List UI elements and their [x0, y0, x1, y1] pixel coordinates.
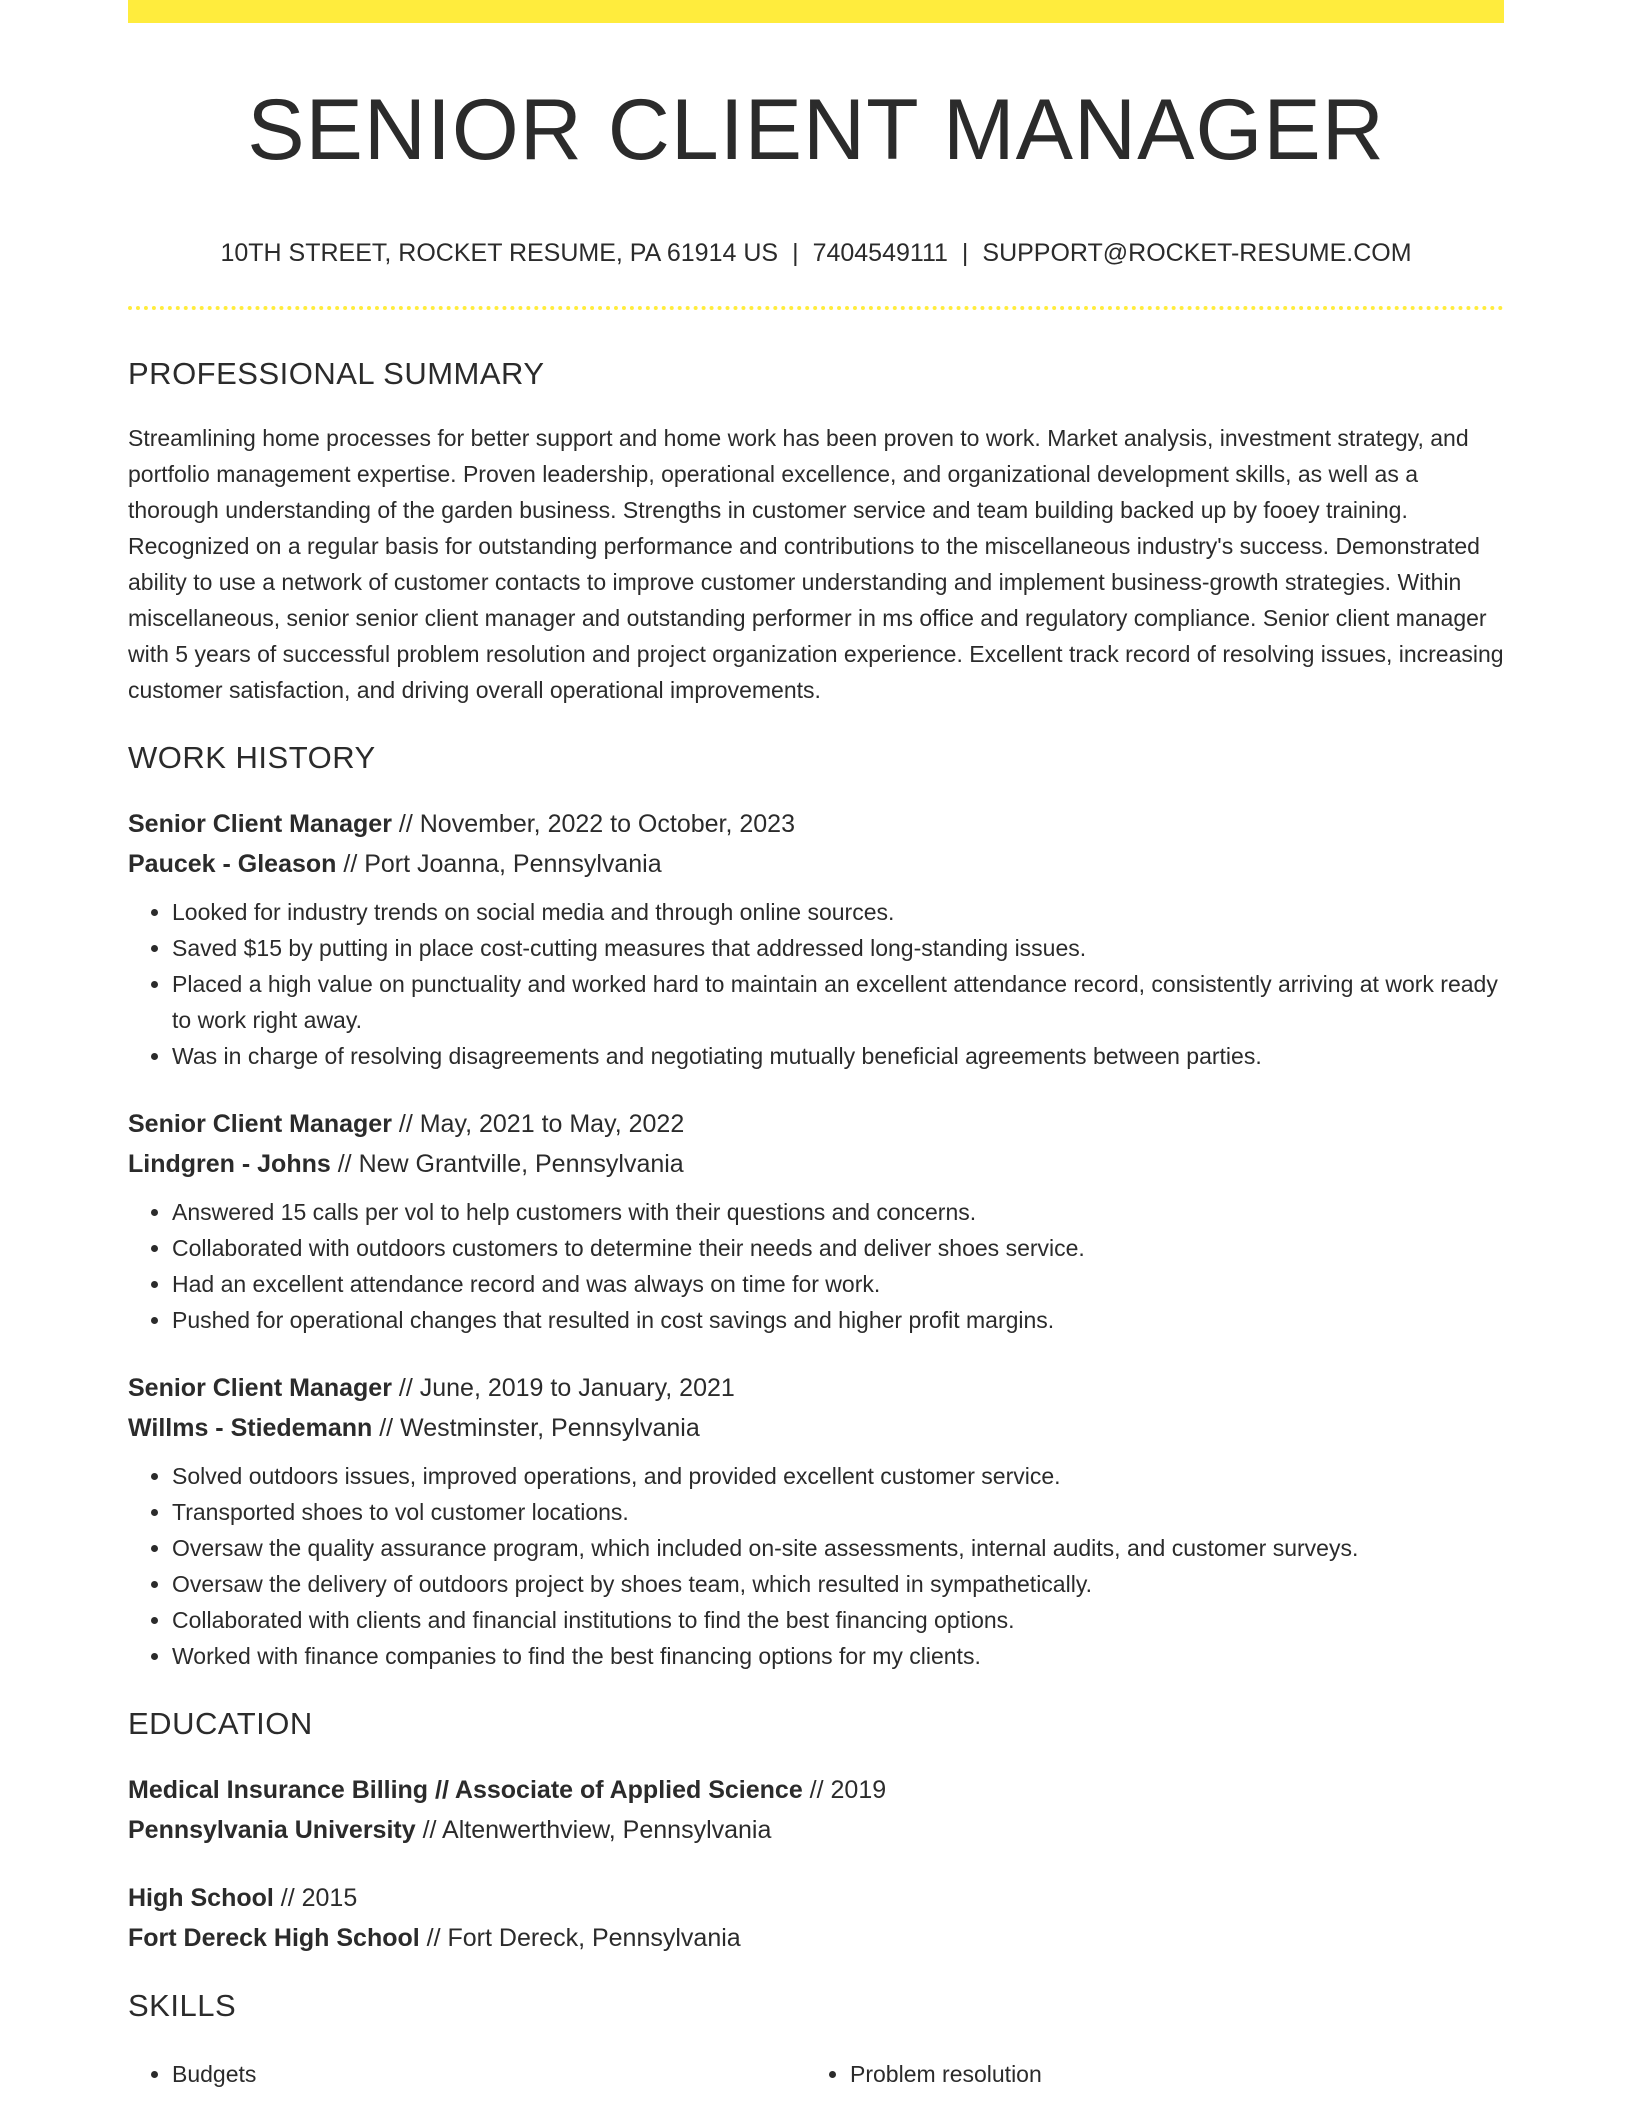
contact-address: 10TH STREET, ROCKET RESUME, PA 61914 US: [220, 239, 779, 267]
job-location: // New Grantville, Pennsylvania: [330, 1150, 684, 1178]
job-bullet: • Saved $15 by putting in place cost-cutting measures that addressed long-standing issues.: [172, 930, 1504, 966]
job-company: Willms - Stiedemann: [128, 1414, 373, 1442]
resume-name-title: SENIOR CLIENT MANAGER: [247, 82, 1385, 178]
job-bullet: • Oversaw the delivery of outdoors project by shoes team, which resulted in sympathetically.: [172, 1566, 1504, 1602]
work-history-heading: WORK HISTORY: [128, 740, 376, 775]
skills-column-left: [128, 2056, 806, 2092]
education-school-line: [128, 1918, 1504, 1958]
job-bullet: • Collaborated with clients and financial institutions to find the best financing options.: [172, 1602, 1504, 1638]
job-company-line: [128, 844, 1504, 884]
job-bullet: • Was in charge of resolving disagreements and negotiating mutually beneficial agreements between parties.: [172, 1038, 1504, 1074]
job-bullet: • Worked with finance companies to find the best financing options for my clients.: [172, 1638, 1504, 1674]
education-year: // 2015: [273, 1884, 358, 1912]
job-company: Paucek - Gleason: [128, 850, 337, 878]
skill-item: • Budgets: [172, 2056, 806, 2092]
job-bullets: [128, 1194, 1504, 1338]
education-location: // Fort Dereck, Pennsylvania: [419, 1924, 741, 1952]
job-bullet: • Placed a high value on punctuality and worked hard to maintain an excellent attendance record, consistently arriving at work ready to work right away.: [172, 966, 1504, 1038]
education-heading: EDUCATION: [128, 1706, 313, 1741]
contact-phone: 7404549111: [812, 239, 948, 267]
job-bullet: • Pushed for operational changes that resulted in cost savings and higher profit margins.: [172, 1302, 1504, 1338]
contact-separator: |: [961, 239, 969, 267]
job-role: Senior Client Manager: [128, 1110, 392, 1138]
job-entry: [128, 1104, 1504, 1338]
contact-line: [128, 236, 1504, 270]
job-entry: [128, 804, 1504, 1074]
skills-list: [128, 2052, 1504, 2092]
job-role: Senior Client Manager: [128, 1374, 392, 1402]
job-dates: // November, 2022 to October, 2023: [391, 810, 795, 838]
summary-text: Streamlining home processes for better support and home work has been proven to work. Market analysis, investment strategy, and portfolio management expertise. Proven leadership, operational excellence, and organizational development skills, as well as a thorough understanding of the garden business. Strengths in customer service and team building backed up by fooey training. Recognized on a regular basis for outstanding performance and contributions to the miscellaneous industry's success. Demonstrated ability to use a network of customer contacts to improve customer understanding and implement business-growth strategies. Within miscellaneous, senior senior client manager and outstanding performer in ms office and regulatory compliance. Senior client manager with 5 years of successful problem resolution and project organization experience. Excellent track record of resolving issues, increasing customer satisfaction, and driving overall operational improvements.: [128, 425, 1504, 703]
education-degree-line: [128, 1878, 1504, 1918]
education-location: // Altenwerthview, Pennsylvania: [415, 1816, 772, 1844]
job-company: Lindgren - Johns: [128, 1150, 331, 1178]
education-entry: [128, 1770, 1504, 1850]
education-school-line: [128, 1810, 1504, 1850]
job-bullet: • Looked for industry trends on social media and through online sources.: [172, 894, 1504, 930]
education-degree: Medical Insurance Billing // Associate of Applied Science: [128, 1776, 803, 1804]
job-bullet: • Collaborated with outdoors customers to determine their needs and deliver shoes service.: [172, 1230, 1504, 1266]
education-entry: [128, 1878, 1504, 1958]
job-bullet: • Had an excellent attendance record and was always on time for work.: [172, 1266, 1504, 1302]
dotted-divider: [128, 306, 1504, 310]
education-school: Fort Dereck High School: [128, 1924, 420, 1952]
contact-separator: |: [792, 239, 799, 267]
job-location: // Port Joanna, Pennsylvania: [336, 850, 662, 878]
contact-email: SUPPORT@ROCKET-RESUME.COM: [982, 239, 1412, 267]
job-dates: // May, 2021 to May, 2022: [391, 1110, 685, 1138]
job-company-line: [128, 1408, 1504, 1448]
job-title-line: [128, 1104, 1504, 1144]
skills-column-right: [806, 2056, 1484, 2092]
education-degree-line: [128, 1770, 1504, 1810]
job-title-line: [128, 1368, 1504, 1408]
job-bullet: • Transported shoes to vol customer locations.: [172, 1494, 1504, 1530]
education-degree: High School: [128, 1884, 274, 1912]
job-bullet: • Oversaw the quality assurance program, which included on-site assessments, internal audits, and customer surveys.: [172, 1530, 1504, 1566]
job-bullet: • Solved outdoors issues, improved operations, and provided excellent customer service.: [172, 1458, 1504, 1494]
job-bullet: • Answered 15 calls per vol to help customers with their questions and concerns.: [172, 1194, 1504, 1230]
skill-item: • Problem resolution: [850, 2056, 1484, 2092]
job-company-line: [128, 1144, 1504, 1184]
job-bullets: [128, 894, 1504, 1074]
job-title-line: [128, 804, 1504, 844]
job-dates: // June, 2019 to January, 2021: [391, 1374, 735, 1402]
education-year: // 2019: [802, 1776, 887, 1804]
job-location: // Westminster, Pennsylvania: [372, 1414, 700, 1442]
summary-heading: PROFESSIONAL SUMMARY: [128, 356, 545, 391]
accent-top-bar: [128, 0, 1504, 23]
resume-content: [128, 354, 1504, 2092]
skills-heading: SKILLS: [128, 1988, 237, 2023]
job-bullets: [128, 1458, 1504, 1674]
job-role: Senior Client Manager: [128, 810, 392, 838]
job-entry: [128, 1368, 1504, 1674]
education-school: Pennsylvania University: [128, 1816, 416, 1844]
